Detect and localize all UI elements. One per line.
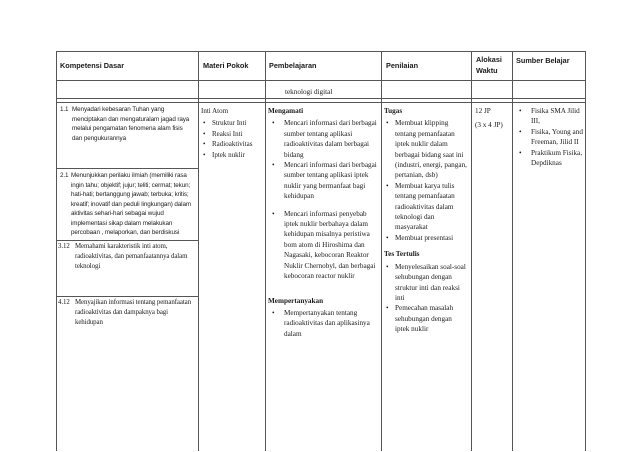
tes-item: • Pemecahan masalah sehubungan dengan iptek nuklir	[384, 303, 468, 334]
mengamati-heading: Mengamati	[268, 107, 304, 115]
kd-number: 2.1	[60, 172, 69, 179]
mengamati-item: • Mencari informasi dari berbagai sumber tentang aplikasi radioaktivitas dalam berbagai bidang	[268, 118, 378, 160]
alokasi-detail: (3 x 4 JP)	[475, 121, 503, 130]
materi-item: • Radioaktivitas	[201, 139, 263, 149]
kd-text: Menyadari kebesaran Tuhan yang menciptakan dan mengaturalam jagad raya melalui pengamatan fenomena alam fisis dan pengukurannya	[72, 106, 190, 142]
penilaian-cell	[384, 106, 468, 335]
materi-list	[201, 118, 263, 160]
kd-number: 4.12	[58, 299, 70, 306]
tugas-item: • Membuat karya tulis tentang pemanfaatan radioaktivitas dalam teknologi dan masyarakat	[384, 181, 468, 233]
kd-1-1	[60, 105, 194, 143]
tes-item: • Menyelesaikan soal-soal sehubungan dengan struktur inti dan reaksi inti	[384, 262, 468, 304]
pembelajaran-cell	[268, 106, 378, 339]
sumber-list	[515, 106, 583, 168]
sumber-item: • Praktikum Fisika, Depdiknas	[515, 148, 583, 169]
mempertanyakan-heading: Mempertanyakan	[268, 296, 324, 305]
kd-2-1	[60, 171, 196, 238]
header-materi-pokok: Materi Pokok	[203, 61, 249, 70]
kd-text: Menyajikan informasi tentang pemanfaatan radioaktivitas dan dampaknya bagi kehidupan	[75, 299, 191, 327]
kd-3-12	[58, 242, 196, 273]
header-kompetensi-dasar: Kompetensi Dasar	[60, 61, 125, 70]
kd-number: 3.12	[58, 243, 70, 250]
sumber-item: • Fisika, Young and Freeman, Jilid II	[515, 127, 583, 148]
mempertanyakan-list	[268, 308, 378, 339]
materi-pokok-cell	[201, 106, 263, 160]
materi-item: • Struktur Inti	[201, 118, 263, 128]
kd-text: Memahami karakteristik inti atom, radioaktivitas, dan pemanfaatannya dalam teknologi	[75, 243, 188, 271]
materi-item: • Iptek nuklir	[201, 150, 263, 160]
mengamati-item: • Mencari informasi dari berbagai sumber tentang aplikasi iptek nuklir yang bermanfaat bagi kehidupan	[268, 160, 378, 202]
kd-text: Menunjukkan perilaku ilmiah (memiliki rasa ingin tahu; objektif; jujur; teliti; cermat; tekun; hati-hati; bertanggung jawab; terbuka; kritis; kreatif; inovatif dan peduli lingkungan) dalam aktivitas sehari-hari sebagai wujud implementasi sikap dalam melakukan percobaan , melaporkan, dan berdiskusi	[71, 172, 192, 236]
header-pembelajaran: Pembelajaran	[269, 61, 317, 70]
sumber-cell	[515, 106, 583, 168]
tugas-item: • Membuat presentasi	[384, 233, 468, 243]
syllabus-table	[56, 51, 586, 451]
tes-tertulis-list	[384, 262, 468, 335]
tugas-list	[384, 118, 468, 243]
header-sumber-belajar: Sumber Belajar	[516, 56, 570, 65]
mengamati-list	[268, 118, 378, 281]
kd-number: 1.1	[60, 106, 69, 113]
header-alokasi-waktu: Alokasi Waktu	[476, 55, 502, 75]
alokasi-jp: 12 JP	[475, 107, 491, 115]
tugas-heading: Tugas	[384, 107, 403, 115]
header-penilaian: Penilaian	[386, 61, 419, 70]
mengamati-item: • Mencari informasi penyebab iptek nuklir berbahaya dalam kehidupan misalnya peristiwa bom atom di Hiroshima dan Nagasaki, kebocoran Reaktor Nuklir Chernobyl, dan berbagai kebocoran reactor nuklir	[268, 209, 378, 282]
kd-4-12	[58, 298, 196, 329]
sumber-item: • Fisika SMA Jilid III,	[515, 106, 583, 127]
mempertanyakan-item: • Mempertanyakan tentang radioaktivitas dan aplikasinya dalam	[268, 308, 378, 339]
tugas-item: • Membuat klipping tentang pemanfaatan iptek nuklir dalam berbagai bidang saat ini (industri, energi, pangan, pertanian, dsb)	[384, 118, 468, 180]
continuation-text: teknologi digital	[285, 88, 333, 96]
materi-title: Inti Atom	[201, 107, 229, 115]
materi-item: • Reaksi Inti	[201, 129, 263, 139]
tes-tertulis-heading: Tes Tertulis	[384, 250, 420, 259]
alokasi-cell	[475, 106, 511, 131]
